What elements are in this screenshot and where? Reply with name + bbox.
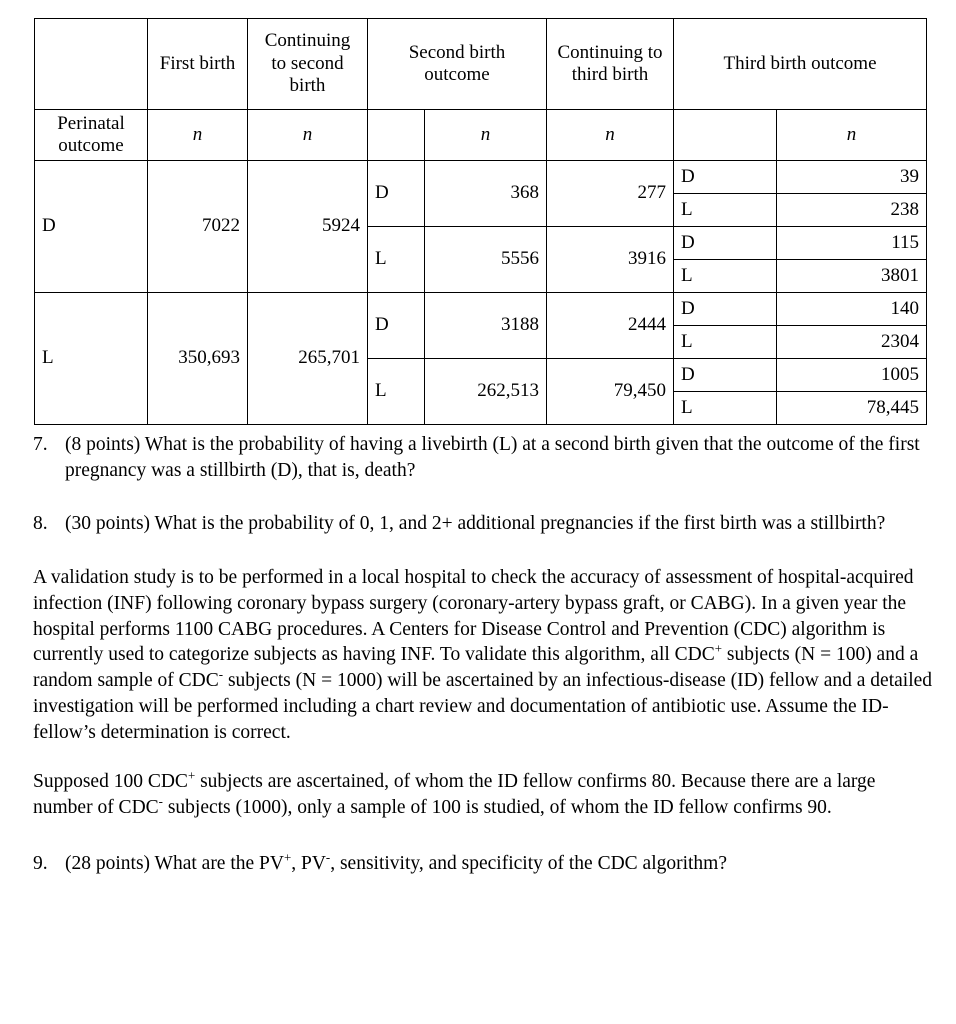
header-n-first-birth: n [148, 110, 248, 161]
table-header-row-main [35, 19, 927, 110]
cell-perinatal-outcome: D [35, 161, 148, 293]
cell-third-outcome-n: 78,445 [777, 392, 927, 425]
cell-continuing-third-n: 277 [547, 161, 674, 227]
paragraph-2-part-3: subjects (1000), only a sample of 100 is studied, of whom the ID fellow confirms 90. [162, 797, 832, 819]
cell-continuing-second-n: 5924 [248, 161, 368, 293]
cell-second-outcome-label: D [368, 161, 425, 227]
paragraph-1-part-1: A validation study is to be performed in a local hospital to check the accuracy of assessment of hospital-acquired infection (INF) following coronary bypass surgery (coronary-artery bypass graft, or CABG). In a given year the hospital performs 1100 CABG procedures. A Centers for Disease Control and Prevention (CDC) algorithm is currently used to categorize subjects as having INF. To validate this algorithm, all CDC [33, 567, 914, 666]
cell-third-outcome-label: L [674, 392, 777, 425]
header-n-continuing-third: n [547, 110, 674, 161]
cell-continuing-third-n: 3916 [547, 227, 674, 293]
cell-second-outcome-label: L [368, 227, 425, 293]
cell-first-birth-n: 7022 [148, 161, 248, 293]
header-continuing-third: Continuing to third birth [547, 19, 674, 110]
header-n-third-outcome: n [777, 110, 927, 161]
cell-second-outcome-n: 5556 [425, 227, 547, 293]
cell-continuing-third-n: 2444 [547, 293, 674, 359]
cell-third-outcome-n: 238 [777, 194, 927, 227]
table-row [35, 161, 927, 194]
paragraph-1-part-3: subjects (N = 1000) will be ascertained by an infectious-disease (ID) fellow and a detailed investigation will be performed including a chart review and documentation of antibiotic use. Assume the ID-fellow’s determination is correct. [33, 670, 933, 743]
question-7-number: 7. [33, 434, 48, 455]
cell-perinatal-outcome: L [35, 293, 148, 425]
cdc-plus-superscript-2: + [187, 768, 196, 783]
paragraph-2-part-1: Supposed 100 CDC [33, 771, 188, 793]
question-8 [33, 511, 933, 537]
question-9 [33, 851, 933, 877]
question-9-number: 9. [33, 852, 48, 874]
header-n-continuing-second: n [248, 110, 368, 161]
question-7 [33, 432, 933, 483]
cell-second-outcome-n: 3188 [425, 293, 547, 359]
question-7-text: (8 points) What is the probability of having a livebirth (L) at a second birth given that the outcome of the first pregnancy was a stillbirth (D), that is, death? [65, 434, 920, 481]
question-9-suffix: , sensitivity, and specificity of the CDC algorithm? [330, 852, 728, 874]
pv-plus-superscript: + [283, 850, 292, 865]
cell-continuing-third-n: 79,450 [547, 359, 674, 425]
header-second-birth-outcome: Second birth outcome [368, 19, 547, 110]
header-third-outcome-label-blank [674, 110, 777, 161]
cell-third-outcome-label: D [674, 293, 777, 326]
cell-third-outcome-label: D [674, 227, 777, 260]
question-9-prefix: (28 points) What are the PV [65, 852, 284, 874]
header-n-second-outcome: n [425, 110, 547, 161]
cell-third-outcome-n: 2304 [777, 326, 927, 359]
birth-outcome-table [34, 18, 927, 425]
header-perinatal-outcome: Perinatal outcome [35, 110, 148, 161]
pv-minus-superscript: - [325, 850, 331, 865]
header-third-birth-outcome: Third birth outcome [674, 19, 927, 110]
cell-third-outcome-label: L [674, 194, 777, 227]
cell-second-outcome-label: L [368, 359, 425, 425]
cell-second-outcome-label: D [368, 293, 425, 359]
header-second-outcome-label-blank [368, 110, 425, 161]
table-header-row-n [35, 110, 927, 161]
paragraph-supposed-subjects [33, 769, 933, 820]
header-corner-blank [35, 19, 148, 110]
paragraph-validation-study [33, 565, 933, 745]
cell-continuing-second-n: 265,701 [248, 293, 368, 425]
cell-third-outcome-n: 115 [777, 227, 927, 260]
cell-first-birth-n: 350,693 [148, 293, 248, 425]
table-row [35, 293, 927, 326]
question-9-text [65, 851, 933, 877]
cell-second-outcome-n: 368 [425, 161, 547, 227]
cdc-plus-superscript-1: + [714, 641, 723, 656]
cell-third-outcome-n: 39 [777, 161, 927, 194]
question-8-number: 8. [33, 513, 48, 535]
question-8-text: (30 points) What is the probability of 0, 1, and 2+ additional pregnancies if the first birth was a stillbirth? [65, 513, 886, 535]
birth-outcome-table-container [34, 18, 926, 425]
cdc-minus-superscript-1: - [218, 667, 224, 682]
cell-third-outcome-label: L [674, 326, 777, 359]
cell-second-outcome-n: 262,513 [425, 359, 547, 425]
cell-third-outcome-n: 3801 [777, 260, 927, 293]
cell-third-outcome-n: 1005 [777, 359, 927, 392]
cell-third-outcome-label: D [674, 161, 777, 194]
paragraph-2-part-2: subjects are ascertained, of whom the ID fellow confirms 80. Because there are a large number of CDC [33, 771, 876, 819]
cell-third-outcome-label: L [674, 260, 777, 293]
cell-third-outcome-label: D [674, 359, 777, 392]
paragraph-1-part-2: subjects (N = 100) and a random sample of CDC [33, 644, 919, 692]
header-first-birth: First birth [148, 19, 248, 110]
question-9-mid: , PV [291, 852, 326, 874]
header-continuing-second: Continuing to second birth [248, 19, 368, 110]
document-body [33, 432, 933, 905]
cell-third-outcome-n: 140 [777, 293, 927, 326]
cdc-minus-superscript-2: - [158, 794, 163, 809]
